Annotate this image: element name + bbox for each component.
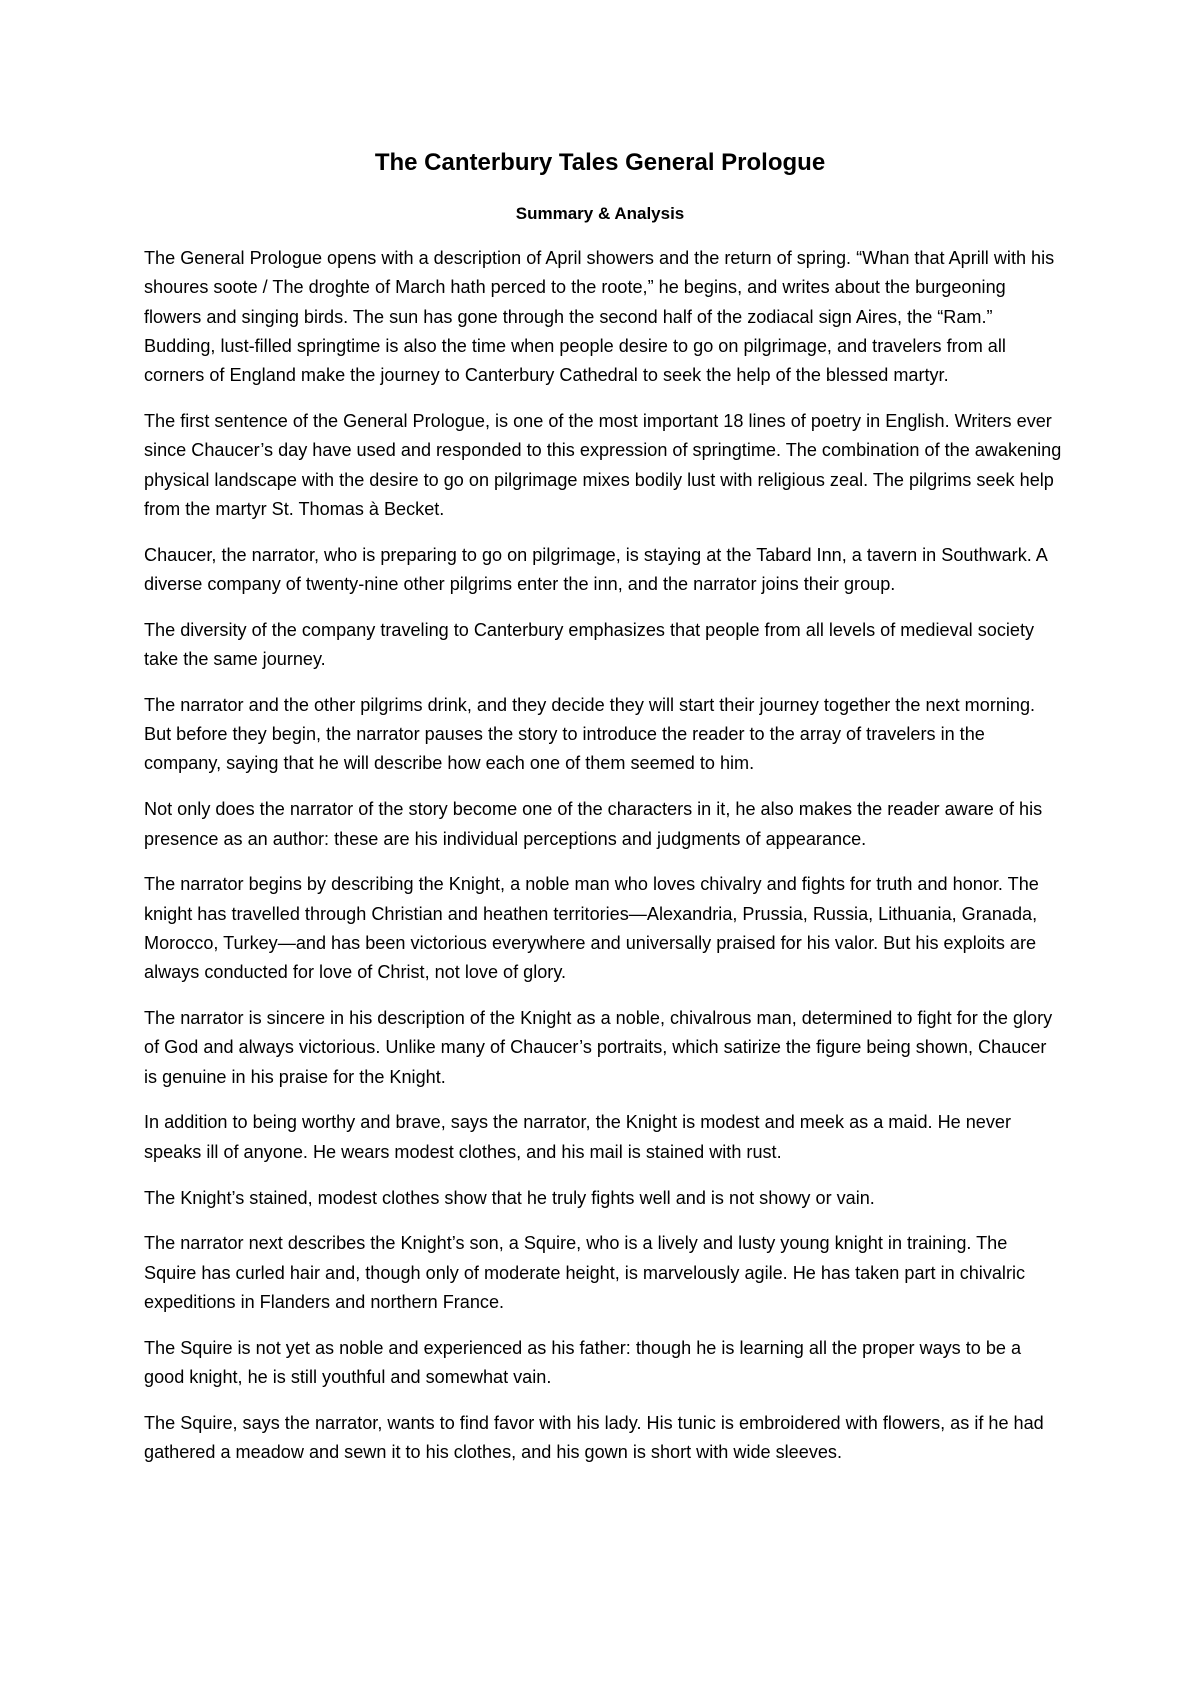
paragraph: The narrator and the other pilgrims drink, and they decide they will start their journey together the next morning. But before they begin, the narrator pauses the story to introduce the reader to the array of travelers in the company, saying that he will describe how each one of them seemed to him. <box>144 694 1036 774</box>
document-title: The Canterbury Tales General Prologue <box>374 149 826 176</box>
paragraph: Chaucer, the narrator, who is preparing to go on pilgrimage, is staying at the Tabard Inn, a tavern in Southwark. A diverse company of twenty-nine other pilgrims enter the inn, and the narrator joins their group. <box>144 544 1047 594</box>
paragraph: In addition to being worthy and brave, says the narrator, the Knight is modest and meek as a maid. He never speaks ill of anyone. He wears modest clothes, and his mail is stained with rust. <box>144 1112 1011 1162</box>
paragraph: The General Prologue opens with a description of April showers and the return of spring. “Whan that Aprill with his shoures soote / The droghte of March hath perced to the roote,” he begins, and writes about the burgeoning flowers and singing birds. The sun has gone through the second half of the zodiacal sign Aires, the “Ram.” Budding, lust-filled springtime is also the time when people desire to go on pilgrimage, and travelers from all corners of England make the journey to Canterbury Cathedral to seek the help of the blessed martyr. <box>144 248 1055 386</box>
paragraph: The narrator begins by describing the Knight, a noble man who loves chivalry and fights for truth and honor. The knight has travelled through Christian and heathen territories—Alexandria, Prussia, Russia, Lithuania, Granada, Morocco, Turkey—and has been victorious everywhere and universally praised for his valor. But his exploits are always conducted for love of Christ, not love of glory. <box>144 874 1039 983</box>
paragraph: The diversity of the company traveling to Canterbury emphasizes that people from all levels of medieval society take the same journey. <box>144 619 1035 670</box>
paragraph: Not only does the narrator of the story become one of the characters in it, he also makes the reader aware of his presence as an author: these are his individual perceptions and judgments of appearance. <box>144 799 1043 849</box>
paragraph: The Squire, says the narrator, wants to find favor with his lady. His tunic is embroidered with flowers, as if he had gathered a meadow and sewn it to his clothes, and his gown is short with wide sleeves. <box>144 1412 1044 1463</box>
paragraph: The Squire is not yet as noble and experienced as his father: though he is learning all the proper ways to be a good knight, he is still youthful and somewhat vain. <box>144 1337 1022 1387</box>
paragraph: The narrator is sincere in his description of the Knight as a noble, chivalrous man, determined to fight for the glory of God and always victorious. Unlike many of Chaucer’s portraits, which satirize the figure being shown, Chaucer is genuine in his praise for the Knight. <box>144 1008 1053 1087</box>
paragraph: The narrator next describes the Knight’s son, a Squire, who is a lively and lusty young knight in training. The Squire has curled hair and, though only of moderate height, is marvelously agile. He has taken part in chivalric expeditions in Flanders and northern France. <box>144 1233 1026 1312</box>
paragraph: The Knight’s stained, modest clothes show that he truly fights well and is not showy or vain. <box>144 1187 875 1208</box>
document-subtitle: Summary & Analysis <box>515 204 685 223</box>
document-body <box>144 244 1064 1484</box>
paragraph: The first sentence of the General Prologue, is one of the most important 18 lines of poetry in English. Writers ever since Chaucer’s day have used and responded to this expression of springtime. The combination of the awakening physical landscape with the desire to go on pilgrimage mixes bodily lust with religious zeal. The pilgrims seek help from the martyr St. Thomas à Becket. <box>144 410 1062 519</box>
